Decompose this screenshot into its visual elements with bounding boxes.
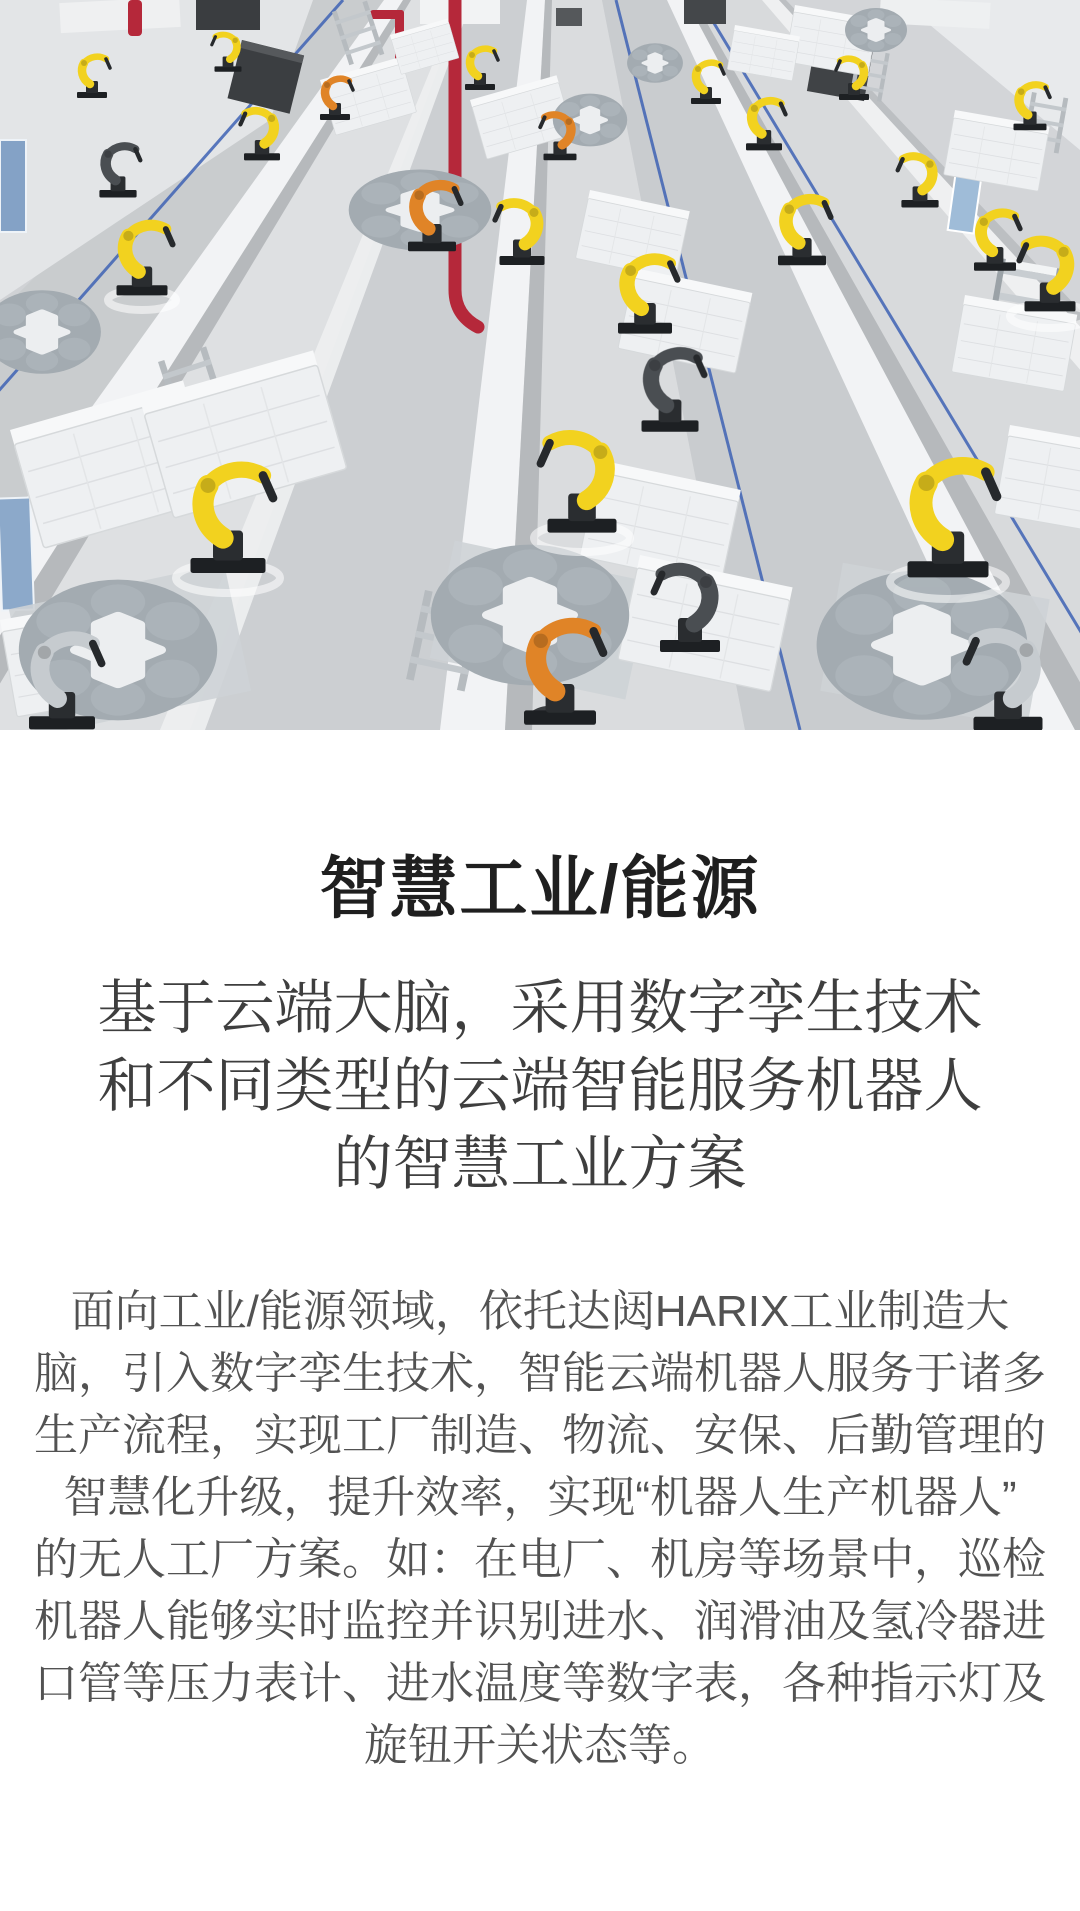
body-line: 的无人工厂方案。如：在电厂、机房等场景中，巡检	[34, 1535, 1046, 1584]
subtitle-line: 基于云端大脑，采用数字孪生技术	[97, 975, 983, 1041]
subtitle-line: 和不同类型的云端智能服务机器人	[97, 1053, 983, 1119]
body-line: 生产流程，实现工厂制造、物流、安保、后勤管理的	[34, 1411, 1046, 1460]
subtitle-line: 的智慧工业方案	[333, 1131, 747, 1197]
section-subtitle	[0, 969, 1080, 1203]
body-line: 机器人能够实时监控并识别进水、润滑油及氢冷器进	[34, 1597, 1046, 1646]
body-line: 面向工业/能源领域，依托达闼HARIX工业制造大	[70, 1287, 1010, 1336]
body-line: 脑，引入数字孪生技术，智能云端机器人服务于诸多	[34, 1349, 1046, 1398]
body-line: 口管等压力表计、进水温度等数字表，各种指示灯及	[34, 1659, 1046, 1708]
body-line: 智慧化升级，提升效率，实现“机器人生产机器人”	[63, 1473, 1017, 1522]
hero-image	[0, 0, 1080, 730]
section-smart-industry	[0, 851, 1080, 1911]
factory-scene-illustration	[0, 0, 1080, 730]
page-title: 智慧工业/能源	[319, 851, 761, 927]
section-description	[0, 1281, 1080, 1911]
dark-cabinet-top	[196, 0, 260, 30]
body-line: 旋钮开关状态等。	[364, 1721, 716, 1770]
